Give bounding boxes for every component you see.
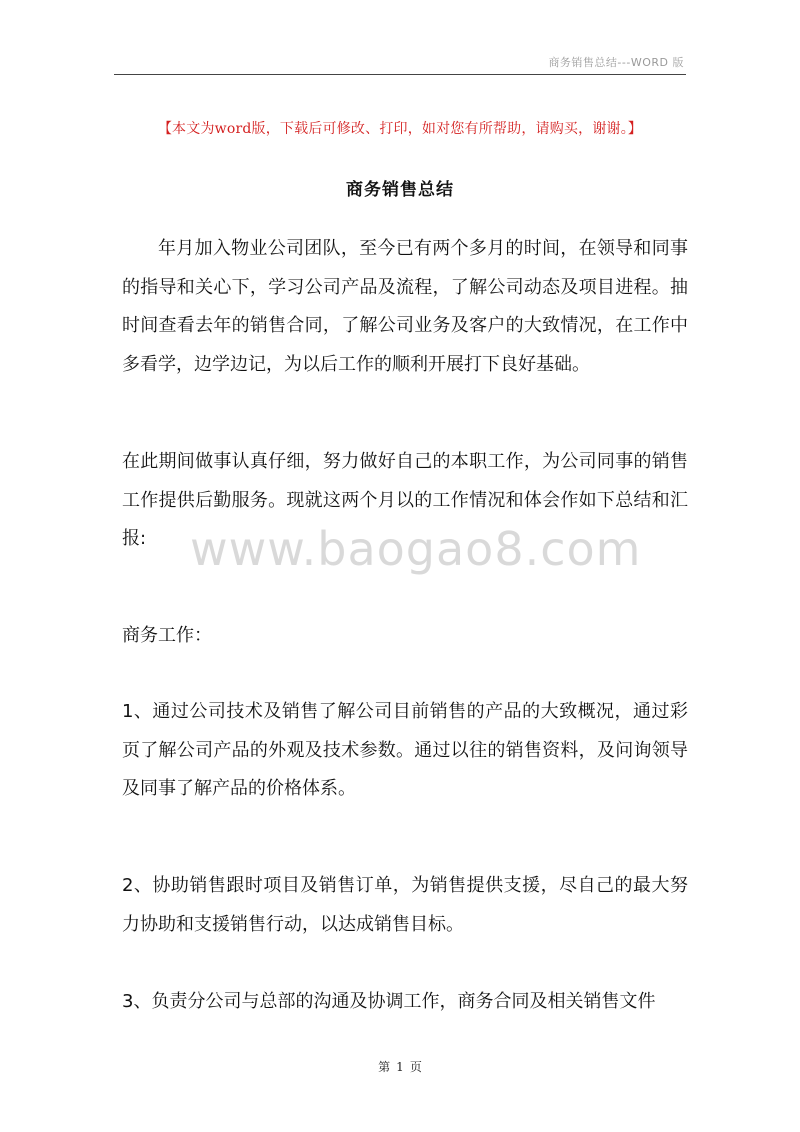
- page-number: 1: [396, 1060, 404, 1074]
- watermark: www.baogao8.com: [190, 522, 642, 576]
- paragraph-summary: 在此期间做事认真仔细，努力做好自己的本职工作，为公司同事的销售工作提供后勤服务。现就这两个月以的工作情况和体会作如下总结和汇报:: [122, 451, 688, 549]
- document-title: 商务销售总结: [346, 180, 454, 200]
- header-divider: [114, 74, 686, 75]
- page-footer: [0, 1058, 800, 1075]
- purchase-notice: 【本文为word版，下载后可修改、打印，如对您有所帮助，请购买，谢谢。】: [157, 121, 643, 137]
- list-item-1: 1、通过公司技术及销售了解公司目前销售的产品的大致概况，通过彩页了解公司产品的外观及技术参数。通过以往的销售资料，及问询领导及同事了解产品的价格体系。: [122, 701, 688, 799]
- page-suffix: 页: [409, 1060, 422, 1074]
- list-item-3: 3、负责分公司与总部的沟通及协调工作，商务合同及相关销售文件: [122, 991, 656, 1012]
- page-prefix: 第: [378, 1060, 391, 1074]
- paragraph-intro: 年月加入物业公司团队，至今已有两个多月的时间，在领导和同事的指导和关心下，学习公司产品及流程，了解公司动态及项目进程。抽时间查看去年的销售合同，了解公司业务及客户的大致情况，在工作中多看学，边学边记，为以后工作的顺利开展打下良好基础。: [122, 238, 688, 375]
- running-header: 商务销售总结---WORD 版: [548, 56, 684, 69]
- section-heading-business-work: 商务工作：: [122, 625, 212, 646]
- list-item-2: 2、协助销售跟时项目及销售订单，为销售提供支援，尽自己的最大努力协助和支援销售行动，以达成销售目标。: [122, 875, 688, 935]
